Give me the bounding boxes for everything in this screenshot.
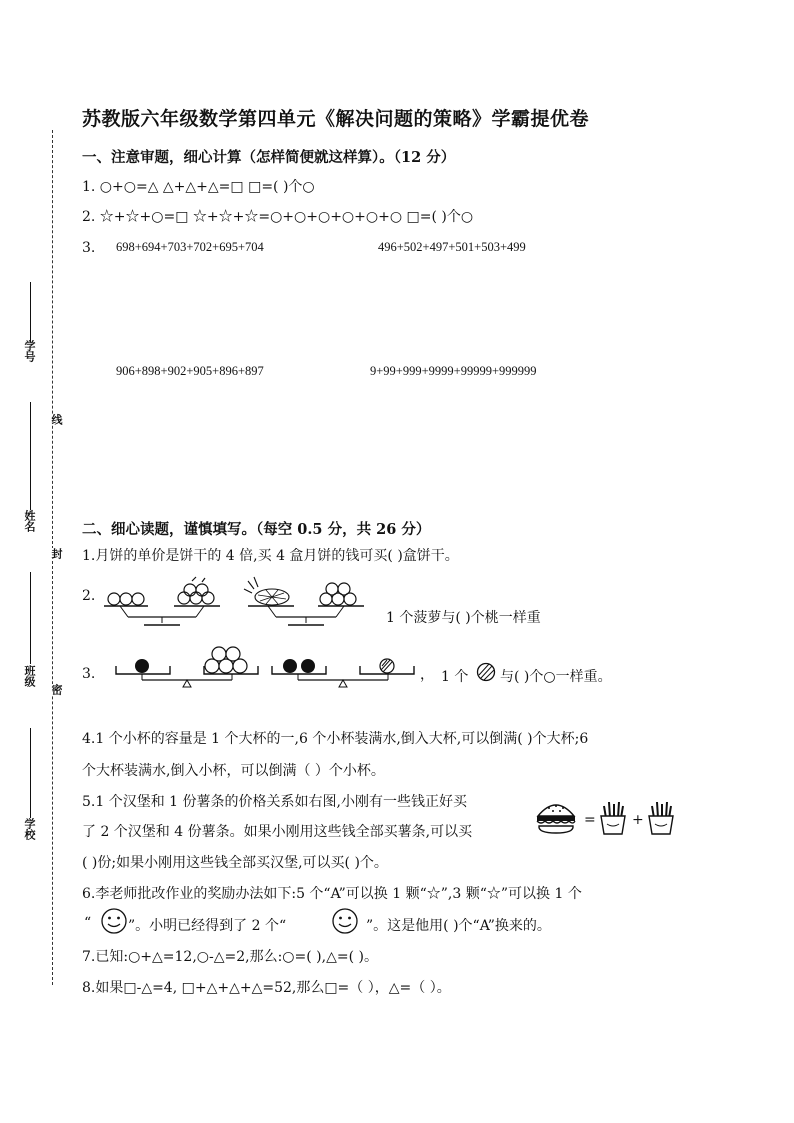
s2-question-5-plus: +	[632, 812, 644, 828]
s2-question-3-number: 3.	[82, 666, 96, 682]
school-line	[30, 728, 31, 818]
striped-ball-icon	[380, 659, 394, 673]
french-fries-icon	[598, 800, 628, 836]
s2-question-5-line-2: 了 2 个汉堡和 4 份薯条。如果小刚用这些钱全部买薯条,可以买	[82, 824, 473, 840]
black-ball-icon	[135, 659, 149, 673]
apple-icon	[108, 593, 144, 605]
binding-char-line: 线	[50, 414, 63, 425]
s2-question-2-number: 2.	[82, 588, 96, 604]
section1-heading: 一、注意审题，细心计算（怎样简便就这样算）。（12 分）	[82, 149, 456, 166]
s2-question-6-line-2: ”。小明已经得到了 2 个“	[128, 918, 287, 934]
s2-question-5-line-1: 5.1 个汉堡和 1 份薯条的价格关系如右图,小刚有一些钱正好买	[82, 794, 467, 810]
s2-question-4-line-2: 个大杯装满水,倒入小杯，可以倒满（ ）个小杯。	[82, 763, 385, 779]
school-label: 学校	[23, 818, 36, 840]
class-line	[30, 572, 31, 664]
balance-scale-balls-2	[270, 640, 420, 694]
s1-question-2: 2. ☆+☆+○=□ ☆+☆+☆=○+○+○+○+○+○ □=( )个○	[82, 209, 474, 225]
s1-q3-expression-a: 698+694+703+702+695+704	[116, 240, 264, 254]
student-id-label: 学号	[23, 340, 36, 362]
french-fries-icon	[646, 800, 676, 836]
s2-question-5-line-3: ( )份;如果小刚用这些钱全部买汉堡,可以买( )个。	[82, 855, 388, 871]
hamburger-icon	[534, 798, 578, 838]
s2-question-4-line-1: 4.1 个小杯的容量是 1 个大杯的一,6 个小杯装满水,倒入大杯,可以倒满( )个大杯;6	[82, 731, 589, 747]
s1-question-3-number: 3.	[82, 240, 96, 256]
s2-question-8: 8.如果□-△=4, □+△+△+△=52,那么□=（ ），△=（ ）。	[82, 980, 451, 996]
section2-heading: 二、细心读题，谨慎填写。（每空 0.5 分，共 26 分）	[82, 521, 431, 538]
s1-q3-expression-b: 496+502+497+501+503+499	[378, 240, 526, 254]
s2-question-6-quote-open: “	[84, 915, 92, 931]
s2-question-5-equals: =	[584, 812, 596, 828]
peach-icon	[178, 577, 214, 604]
s2-question-6-line-1: 6.李老师批改作业的奖励办法如下:5 个“A”可以换 1 颗“☆”,3 颗“☆”可以换 1 个	[82, 886, 582, 902]
balance-scale-fruit-2	[244, 575, 374, 631]
name-label: 姓名	[23, 510, 36, 532]
s2-question-2-text: 1 个菠萝与( )个桃一样重	[386, 610, 541, 626]
balance-scale-fruit-1	[100, 575, 230, 631]
name-line	[30, 402, 31, 510]
binding-char-secret: 密	[50, 684, 63, 695]
black-ball-icon	[283, 659, 315, 673]
s2-question-3-text-a: 1 个	[441, 669, 469, 685]
s2-question-6-line-3: ”。这是他用( )个“A”换来的。	[366, 918, 551, 934]
s2-question-1: 1.月饼的单价是饼干的 4 倍,买 4 盒月饼的钱可买( )盒饼干。	[82, 548, 459, 564]
s1-q3-expression-d: 9+99+999+9999+99999+999999	[370, 364, 537, 378]
s2-question-3-comma: ，	[420, 667, 434, 683]
page-title: 苏教版六年级数学第四单元《解决问题的策略》学霸提优卷	[82, 108, 590, 130]
balance-scale-balls-1	[114, 640, 264, 694]
striped-ball-icon	[476, 662, 496, 682]
class-label: 班级	[23, 665, 36, 687]
s2-question-3-text-b: 与( )个○一样重。	[500, 669, 612, 685]
binding-char-seal: 封	[50, 548, 63, 559]
s2-question-7: 7.已知:○+△=12,○-△=2,那么:○=( ),△=( )。	[82, 949, 378, 965]
s1-q3-expression-c: 906+898+902+905+896+897	[116, 364, 264, 378]
smiley-face-icon	[100, 907, 128, 935]
smiley-face-icon	[331, 907, 359, 935]
white-ball-icon	[205, 647, 247, 673]
apple-icon	[320, 583, 356, 605]
s1-question-1: 1. ○+○=△ △+△+△=□ □=( )个○	[82, 179, 315, 195]
student-id-line	[30, 282, 31, 342]
pineapple-icon	[244, 577, 289, 605]
